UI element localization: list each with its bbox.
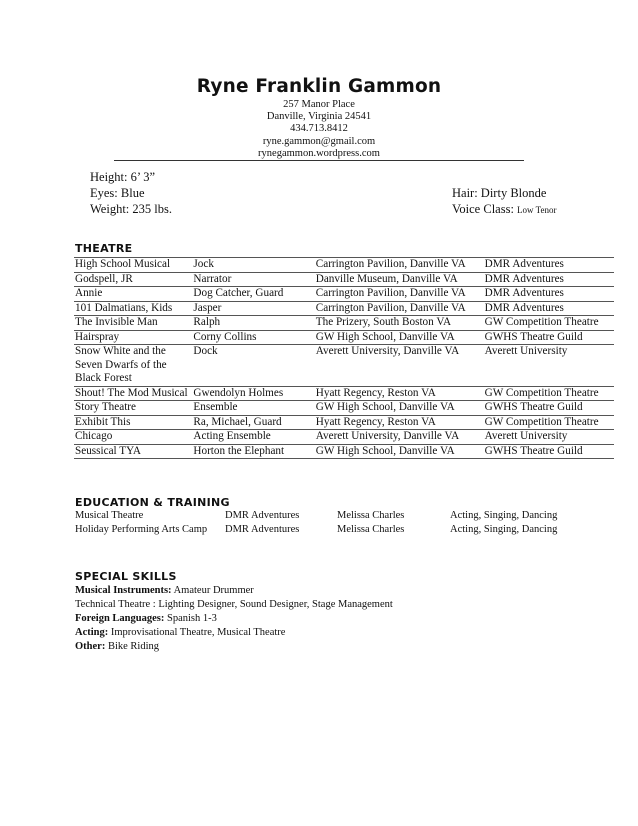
skill-label: Foreign Languages:	[75, 613, 165, 624]
show-cell: High School Musical	[74, 258, 192, 273]
eyes-stat: Eyes: Blue	[90, 186, 145, 200]
instructor-cell: Melissa Charles	[337, 510, 405, 521]
role-cell: Dock	[192, 345, 314, 387]
hair-stat: Hair: Dirty Blonde	[452, 186, 547, 200]
venue-cell: GW High School, Danville VA	[315, 330, 484, 345]
list-item	[75, 612, 393, 626]
skill-value: Spanish 1-3	[164, 613, 217, 624]
role-cell: Acting Ensemble	[192, 430, 314, 445]
physical-stats-left	[90, 169, 172, 217]
venue-cell: Carrington Pavilion, Danville VA	[315, 258, 484, 273]
role-cell: Jasper	[192, 301, 314, 316]
role-cell: Dog Catcher, Guard	[192, 287, 314, 302]
show-cell: Annie	[74, 287, 192, 302]
company-cell: DMR Adventures	[484, 301, 614, 316]
skills-section-title: SPECIAL SKILLS	[75, 570, 177, 583]
venue-cell: Hyatt Regency, Reston VA	[315, 386, 484, 401]
role-cell: Jock	[192, 258, 314, 273]
height-stat: Height: 6’ 3”	[90, 170, 156, 184]
phone-line: 434.713.8412	[290, 123, 348, 135]
list-item	[75, 640, 393, 654]
role-cell: Horton the Elephant	[192, 444, 314, 459]
role-cell: Ralph	[192, 316, 314, 331]
venue-cell: Hyatt Regency, Reston VA	[315, 415, 484, 430]
skill-value: Improvisational Theatre, Musical Theatre	[108, 627, 286, 638]
show-cell: The Invisible Man	[74, 316, 192, 331]
show-cell: Seussical TYA	[74, 444, 192, 459]
theatre-section-title: THEATRE	[75, 242, 133, 255]
role-cell: Gwendolyn Holmes	[192, 386, 314, 401]
show-cell: Shout! The Mod Musical	[74, 386, 192, 401]
venue-cell: The Prizery, South Boston VA	[315, 316, 484, 331]
table-row	[74, 345, 614, 387]
table-row	[74, 444, 614, 459]
skill-label: Other:	[75, 641, 106, 652]
company-cell: Averett University	[484, 345, 614, 387]
venue-cell: GW High School, Danville VA	[315, 401, 484, 416]
website-line: rynegammon.wordpress.com	[258, 147, 380, 159]
voice-class-value: Low Tenor	[517, 205, 557, 215]
theatre-credits-table	[74, 257, 614, 459]
table-row	[74, 272, 614, 287]
table-row	[74, 287, 614, 302]
skill-value: Amateur Drummer	[171, 585, 254, 596]
role-cell: Ensemble	[192, 401, 314, 416]
role-cell: Ra, Michael, Guard	[192, 415, 314, 430]
education-section-title: EDUCATION & TRAINING	[75, 496, 230, 509]
list-item	[75, 626, 393, 640]
list-item	[75, 598, 393, 612]
table-row	[74, 330, 614, 345]
contact-block	[0, 99, 638, 160]
list-item	[75, 584, 393, 598]
city-line: Danville, Virginia 24541	[266, 111, 372, 123]
skill-label: Musical Instruments:	[75, 585, 172, 596]
role-cell: Narrator	[192, 272, 314, 287]
skills-list	[75, 584, 393, 654]
company-cell: GW Competition Theatre	[484, 386, 614, 401]
role-cell: Corny Collins	[192, 330, 314, 345]
show-cell: Exhibit This	[74, 415, 192, 430]
instructor-cell: Melissa Charles	[337, 524, 405, 535]
company-cell: DMR Adventures	[484, 272, 614, 287]
venue-cell: GW High School, Danville VA	[315, 444, 484, 459]
weight-stat: Weight: 235 lbs.	[90, 202, 172, 216]
skill-value: Technical Theatre : Lighting Designer, Sound Designer, Stage Management	[75, 599, 393, 610]
resume-name: Ryne Franklin Gammon	[196, 76, 442, 97]
show-cell: Story Theatre	[74, 401, 192, 416]
program-cell: Musical Theatre	[75, 510, 144, 521]
table-row	[74, 415, 614, 430]
company-cell: Averett University	[484, 430, 614, 445]
company-cell: DMR Adventures	[484, 287, 614, 302]
show-cell: Chicago	[74, 430, 192, 445]
venue-cell: Averett University, Danville VA	[315, 430, 484, 445]
skill-value: Bike Riding	[105, 641, 159, 652]
physical-stats-right	[452, 185, 557, 218]
email-line: ryne.gammon@gmail.com	[262, 135, 376, 147]
venue-cell: Carrington Pavilion, Danville VA	[315, 301, 484, 316]
table-row	[74, 386, 614, 401]
show-cell: Snow White and the Seven Dwarfs of the Black Forest	[74, 345, 192, 387]
table-row	[74, 258, 614, 273]
table-row	[74, 301, 614, 316]
company-cell: GW Competition Theatre	[484, 415, 614, 430]
company-cell: DMR Adventures	[484, 258, 614, 273]
venue-cell: Averett University, Danville VA	[315, 345, 484, 387]
company-cell: GWHS Theatre Guild	[484, 401, 614, 416]
organization-cell: DMR Adventures	[225, 510, 300, 521]
organization-cell: DMR Adventures	[225, 524, 300, 535]
focus-cell: Acting, Singing, Dancing	[450, 524, 558, 535]
program-cell: Holiday Performing Arts Camp	[75, 524, 208, 535]
show-cell: Godspell, JR	[74, 272, 192, 287]
company-cell: GWHS Theatre Guild	[484, 330, 614, 345]
company-cell: GW Competition Theatre	[484, 316, 614, 331]
venue-cell: Danville Museum, Danville VA	[315, 272, 484, 287]
skill-label: Acting:	[75, 627, 109, 638]
focus-cell: Acting, Singing, Dancing	[450, 510, 558, 521]
company-cell: GWHS Theatre Guild	[484, 444, 614, 459]
table-row	[74, 401, 614, 416]
voice-class-label: Voice Class:	[452, 202, 514, 216]
table-row	[74, 430, 614, 445]
table-row	[74, 316, 614, 331]
show-cell: Hairspray	[74, 330, 192, 345]
header-divider	[114, 160, 524, 161]
address-line: 257 Manor Place	[283, 99, 355, 110]
voice-class-stat	[452, 201, 557, 218]
venue-cell: Carrington Pavilion, Danville VA	[315, 287, 484, 302]
show-cell: 101 Dalmatians, Kids	[74, 301, 192, 316]
